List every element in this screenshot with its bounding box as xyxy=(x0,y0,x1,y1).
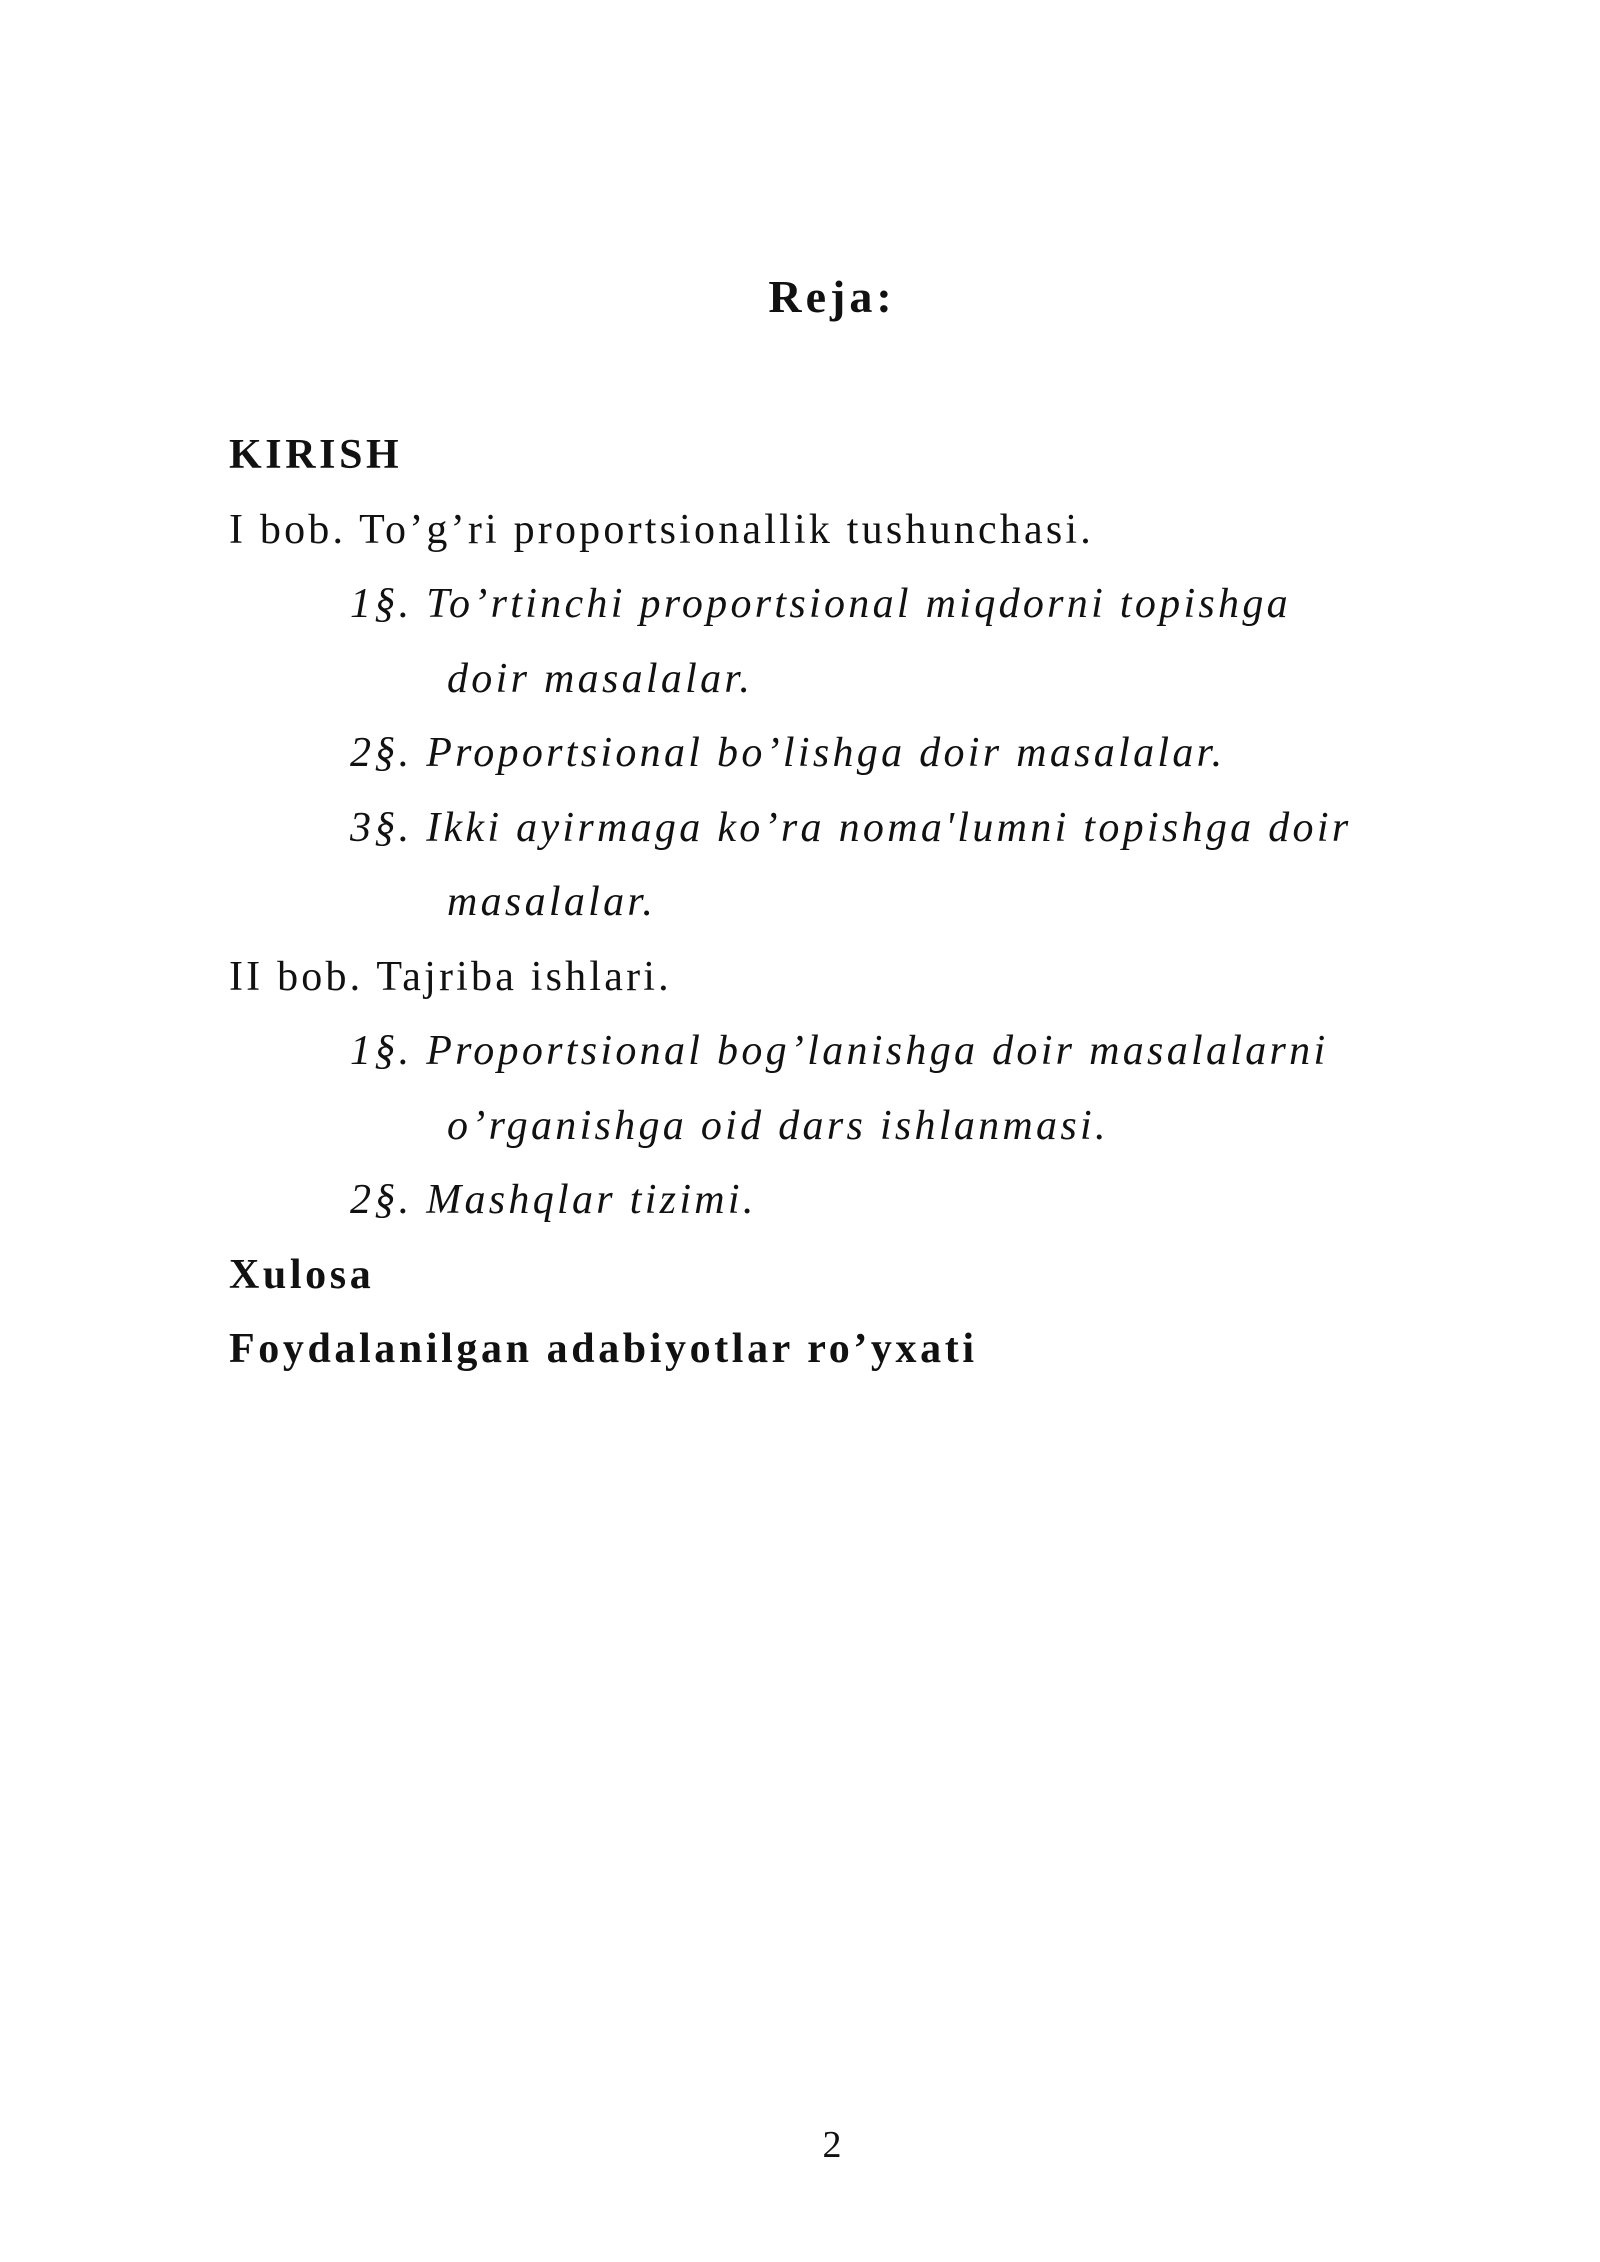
toc-chapter-2: II bob. Tajriba ishlari. xyxy=(229,953,672,1000)
toc-conclusion: Xulosa xyxy=(229,1251,375,1298)
table-of-contents xyxy=(229,418,1429,1387)
toc-section-1-1: 1§. To’rtinchi proportsional miqdorni topishga xyxy=(350,581,1291,627)
toc-section-2-1-continued: o’rganishga oid dars ishlanmasi. xyxy=(447,1102,1109,1149)
toc-section-2-2: 2§. Mashqlar tizimi. xyxy=(350,1177,757,1223)
toc-chapter-1: I bob. To’g’ri proportsionallik tushunchasi. xyxy=(229,506,1094,553)
toc-introduction: KIRISH xyxy=(229,432,403,478)
toc-references: Foydalanilgan adabiyotlar ro’yxati xyxy=(229,1326,978,1372)
toc-section-1-3-continued: masalalar. xyxy=(447,879,657,925)
toc-section-1-1-continued: doir masalalar. xyxy=(447,655,754,702)
page-number: 2 xyxy=(822,2124,842,2166)
toc-section-1-3: 3§. Ikki ayirmaga ko’ra noma'lumni topishga doir xyxy=(350,804,1352,851)
toc-section-1-2: 2§. Proportsional bo’lishga doir masalalar. xyxy=(350,730,1226,776)
toc-section-2-1: 1§. Proportsional bog’lanishga doir masalalarni xyxy=(350,1028,1329,1074)
page-title: Reja: xyxy=(768,271,896,322)
